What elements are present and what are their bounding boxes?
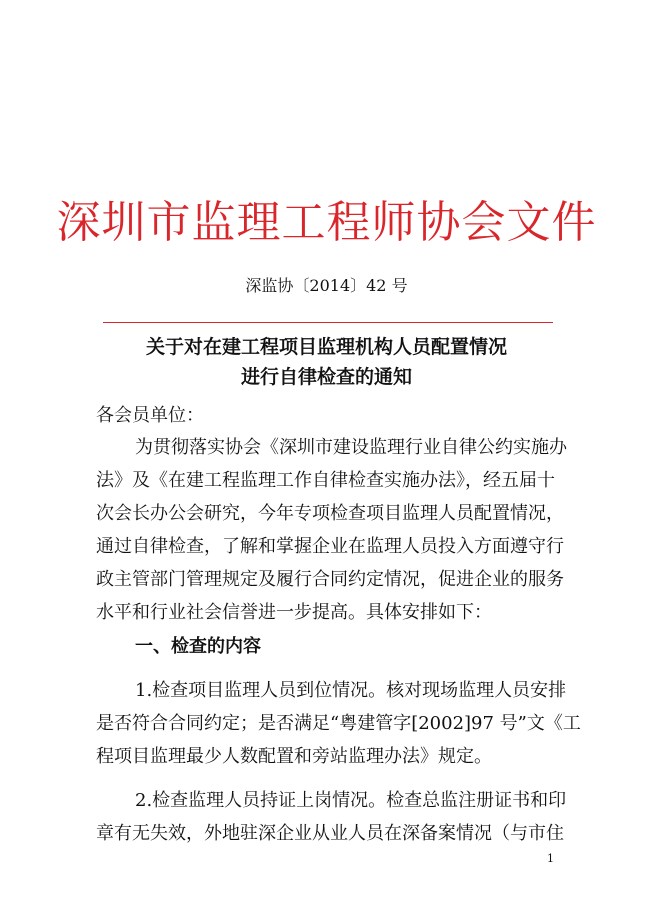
body-line: 法》及《在建工程监理工作自律检查实施办法》，经五届十 <box>96 470 555 491</box>
body-line: 水平和行业社会信誉进一步提高。具体安排如下： <box>96 602 492 623</box>
body-line: 通过自律检查，了解和掌握企业在监理人员投入方面遵守行 <box>96 536 564 557</box>
notice-title-line-1: 关于对在建工程项目监理机构人员配置情况 <box>145 336 507 358</box>
org-title: 深圳市监理工程师协会文件 <box>56 197 597 248</box>
item1-line: 程项目监理最少人数配置和旁站监理办法》规定。 <box>96 746 492 767</box>
section-heading: 一、检查的内容 <box>135 636 261 657</box>
body-line: 为贯彻落实协会《深圳市建设监理行业自律公约实施办 <box>135 437 567 458</box>
body-line: 次会长办公会研究，今年专项检查项目监理人员配置情况， <box>96 503 564 524</box>
doc-number: 深监协〔2014〕42 号 <box>245 276 408 295</box>
item1-line: 1.检查项目监理人员到位情况。核对现场监理人员安排 <box>135 680 567 701</box>
salutation: 各会员单位： <box>96 405 204 426</box>
item1-line: 是否符合合同约定；是否满足“粤建管字[2002]97 号”文《工 <box>96 713 581 734</box>
notice-title-line-2: 进行自律检查的通知 <box>240 366 412 388</box>
page-number: 1 <box>547 852 554 865</box>
red-divider <box>103 322 553 323</box>
item2-line: 章有无失效，外地驻深企业从业人员在深备案情况（与市住 <box>96 823 564 844</box>
body-line: 政主管部门管理规定及履行合同约定情况，促进企业的服务 <box>96 569 564 590</box>
item2-line: 2.检查监理人员持证上岗情况。检查总监注册证书和印 <box>135 790 567 811</box>
